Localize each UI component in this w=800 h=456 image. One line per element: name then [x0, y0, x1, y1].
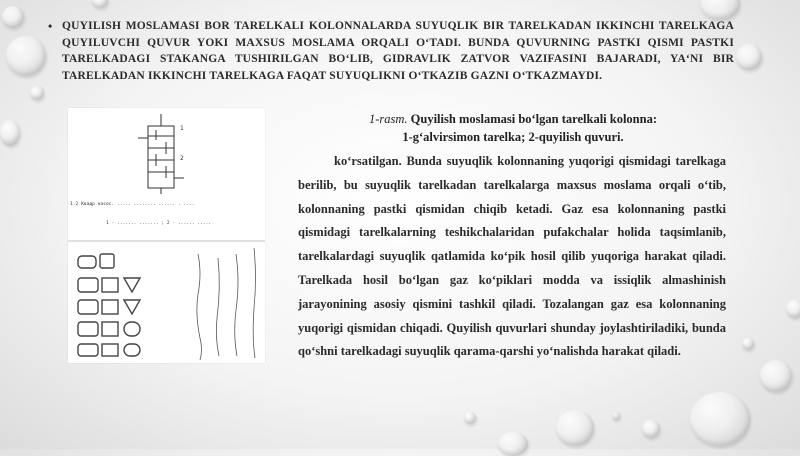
- water-drop-decoration: [760, 360, 792, 392]
- caption-line-1: [298, 110, 728, 128]
- water-drop-decoration: [690, 392, 750, 446]
- water-drop-decoration: [6, 36, 46, 76]
- water-drop-decoration: [612, 412, 620, 420]
- water-drop-decoration: [464, 412, 476, 424]
- svg-text:2: 2: [180, 155, 184, 162]
- figure-image: [68, 108, 265, 363]
- water-drop-decoration: [556, 410, 594, 446]
- figure-caption: [298, 110, 728, 146]
- water-drop-decoration: [742, 338, 754, 350]
- water-drop-decoration: [2, 6, 24, 28]
- intro-bullet: [48, 18, 734, 84]
- water-drop-decoration: [92, 0, 108, 8]
- svg-text:1: 1: [180, 125, 184, 132]
- caption-title: Quyilish moslamasi bo‘lgan tarelkali kolonna:: [407, 112, 658, 126]
- bullet-dot-icon: •: [48, 19, 53, 33]
- water-drop-decoration: [786, 300, 800, 318]
- water-drop-decoration: [498, 432, 528, 456]
- water-drop-decoration: [30, 86, 44, 100]
- caption-line-2: 1-g‘alvirsimon tarelka; 2-quyilish quvuri.: [402, 130, 624, 144]
- intro-bullet-text: QUYILISH MOSLAMASI BOR TARELKALI KOLONNALARDA SUYUQLIK BIR TARELKADAN IKKINCHI TARELKAGA QUYILUVCHI QUVUR YOKI MAXSUS MOSLAMA ORQALI O‘TADI. BUNDA QUVURNING PASTKI QISMI PASTKI TARELKADAGI STAKANGA TUSHIRILGAN BO‘LIB, GIDRAVLIK ZATVOR VAZIFASINI BAJARADI, YA‘NI BIR TARELKADAN IKKINCHI TARELKAGA FAQAT SUYUQLIKNI O‘TKAZIB GAZNI O‘TKAZMAYDI.: [62, 20, 734, 82]
- water-drop-decoration: [642, 420, 660, 438]
- svg-text:1.2 Квадр насос. ..... .......: 1.2 Квадр насос. ..... ........ ...... . ....: [70, 202, 195, 207]
- caption-label: 1-rasm.: [368, 112, 408, 126]
- water-drop-decoration: [700, 0, 740, 20]
- water-drop-decoration: [0, 120, 20, 146]
- water-drop-decoration: [736, 44, 762, 70]
- body-paragraph: ko‘rsatilgan. Bunda suyuqlik kolonnaning yuqorigi qismidagi tarelkaga berilib, bu suyuqlik tarelkadan tarelkalarga maxsus moslama orqali o‘tib, kolonnaning pastki qismidan chiqib ketadi. Gaz esa kolonnaning pastki qismidagi tarelkalarning teshikchalaridan pufakchalar holida taqsimlanib, tarelkalardagi suyuqlik qatlamida ko‘pik hosil qilib yuqoriga harakat qiladi. Tarelkada hosil bo‘lgan gaz ko‘piklari modda va issiqlik almashinish jarayonining asosiy qismini tashkil qiladi. Tozalangan gaz esa kolonnaning yuqorigi qismidan chiqadi. Quyilish quvurlari shunday joylashtiriladiki, bunda qo‘shni tarelkadagi suyuqlik qarama-qarshi yo‘nalishda harakat qiladi.: [298, 154, 726, 359]
- svg-text:1 - ....... ....... ; 2 - ....: 1 - ....... ....... ; 2 - ...... .....: [106, 221, 212, 226]
- column-diagram-scan: [68, 108, 265, 363]
